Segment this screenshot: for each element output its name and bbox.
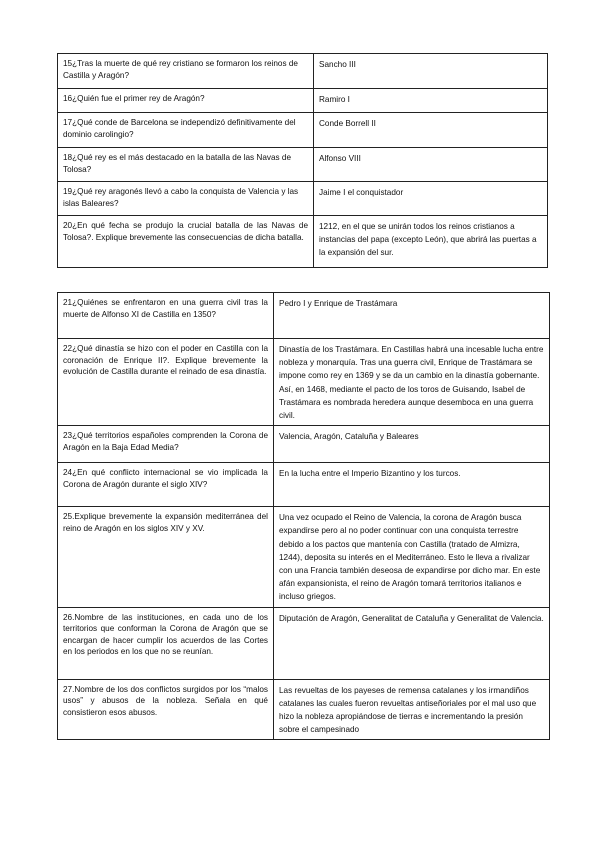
answer-cell: 1212, en el que se unirán todos los reinos cristianos a instancias del papa (excepto León), que abrirá las puertas a la expansión del sur. xyxy=(314,216,548,268)
table-row xyxy=(58,89,548,113)
table-row xyxy=(58,679,550,740)
question-cell: 27.Nombre de los dos conflictos surgidos por los “malos usos” y abusos de la nobleza. Señala en qué consistieron esos abusos. xyxy=(58,679,274,740)
question-cell: 24¿En qué conflicto internacional se vio implicada la Corona de Aragón durante el siglo XIV? xyxy=(58,463,274,507)
answer-cell: Valencia, Aragón, Cataluña y Baleares xyxy=(274,426,550,463)
answer-cell: Conde Borrell II xyxy=(314,113,548,148)
answer-cell: Diputación de Aragón, Generalitat de Cataluña y Generalitat de Valencia. xyxy=(274,607,550,679)
table-row xyxy=(58,607,550,679)
table-row xyxy=(58,293,550,339)
question-cell: 21¿Quiénes se enfrentaron en una guerra civil tras la muerte de Alfonso XI de Castilla en 1350? xyxy=(58,293,274,339)
question-cell: 23¿Qué territorios españoles comprenden la Corona de Aragón en la Baja Edad Media? xyxy=(58,426,274,463)
answer-cell: Alfonso VIII xyxy=(314,148,548,182)
questions-table-1 xyxy=(57,53,548,268)
question-cell: 15¿Tras la muerte de qué rey cristiano se formaron los reinos de Castilla y Aragón? xyxy=(58,54,314,89)
answer-cell: Jaime I el conquistador xyxy=(314,182,548,216)
question-cell: 18¿Qué rey es el más destacado en la batalla de las Navas de Tolosa? xyxy=(58,148,314,182)
question-cell: 25.Explique brevemente la expansión mediterránea del reino de Aragón en los siglos XIV y XV. xyxy=(58,507,274,607)
table-row xyxy=(58,182,548,216)
answer-cell: En la lucha entre el Imperio Bizantino y los turcos. xyxy=(274,463,550,507)
questions-table-2 xyxy=(57,292,550,740)
question-cell: 16¿Quién fue el primer rey de Aragón? xyxy=(58,89,314,113)
question-cell: 22¿Qué dinastía se hizo con el poder en Castilla con la coronación de Enrique II?. Explique brevemente la evolución de Castilla durante el reinado de esa dinastía. xyxy=(58,339,274,426)
question-cell: 26.Nombre de las instituciones, en cada uno de los territorios que conforman la Corona de Aragón que se encargan de hacer cumplir los acuerdos de las Cortes en los periodos en los que no se reunían. xyxy=(58,607,274,679)
answer-cell: Las revueltas de los payeses de remensa catalanes y los irmandiños catalanes las cuales fueron revueltas antiseñoriales por el mal uso que hizo la nobleza apropiándose de tierras e incrementando la presión sobre el campesinado xyxy=(274,679,550,740)
answer-cell: Dinastía de los Trastámara. En Castillas habrá una incesable lucha entre nobleza y monarquía. Tras una guerra civil, Enrique de Trastámara se impone como rey en 1369 y se da un cambio en la dinastía gobernante. Así, en 1468, mediante el pacto de los toros de Guisando, Isabel de Trastámara es nombrada heredera aunque desemboca en una guerra civil. xyxy=(274,339,550,426)
table-row xyxy=(58,426,550,463)
table-row xyxy=(58,148,548,182)
answer-cell: Pedro I y Enrique de Trastámara xyxy=(274,293,550,339)
answer-cell: Ramiro I xyxy=(314,89,548,113)
table-row xyxy=(58,54,548,89)
table-row xyxy=(58,463,550,507)
answer-cell: Sancho III xyxy=(314,54,548,89)
table-row xyxy=(58,339,550,426)
question-cell: 19¿Qué rey aragonés llevó a cabo la conquista de Valencia y las islas Baleares? xyxy=(58,182,314,216)
answer-cell: Una vez ocupado el Reino de Valencia, la corona de Aragón busca expandirse pero al no poder continuar con una conquista terrestre debido a los pactos que mantenía con Castilla (tratado de Almizra, 1244), deposita su interés en el Mediterráneo. Esto le lleva a rivalizar con una Francia también deseosa de expandirse por dicho mar. En este afán expansionista, el reino de Aragón tomará territorios italianos e incluso griegos. xyxy=(274,507,550,607)
table-row xyxy=(58,216,548,268)
question-cell: 17¿Qué conde de Barcelona se independizó definitivamente del dominio carolingio? xyxy=(58,113,314,148)
table-row xyxy=(58,113,548,148)
question-cell: 20¿En qué fecha se produjo la crucial batalla de las Navas de Tolosa?. Explique brevemente las consecuencias de dicha batalla. xyxy=(58,216,314,268)
table-row xyxy=(58,507,550,607)
